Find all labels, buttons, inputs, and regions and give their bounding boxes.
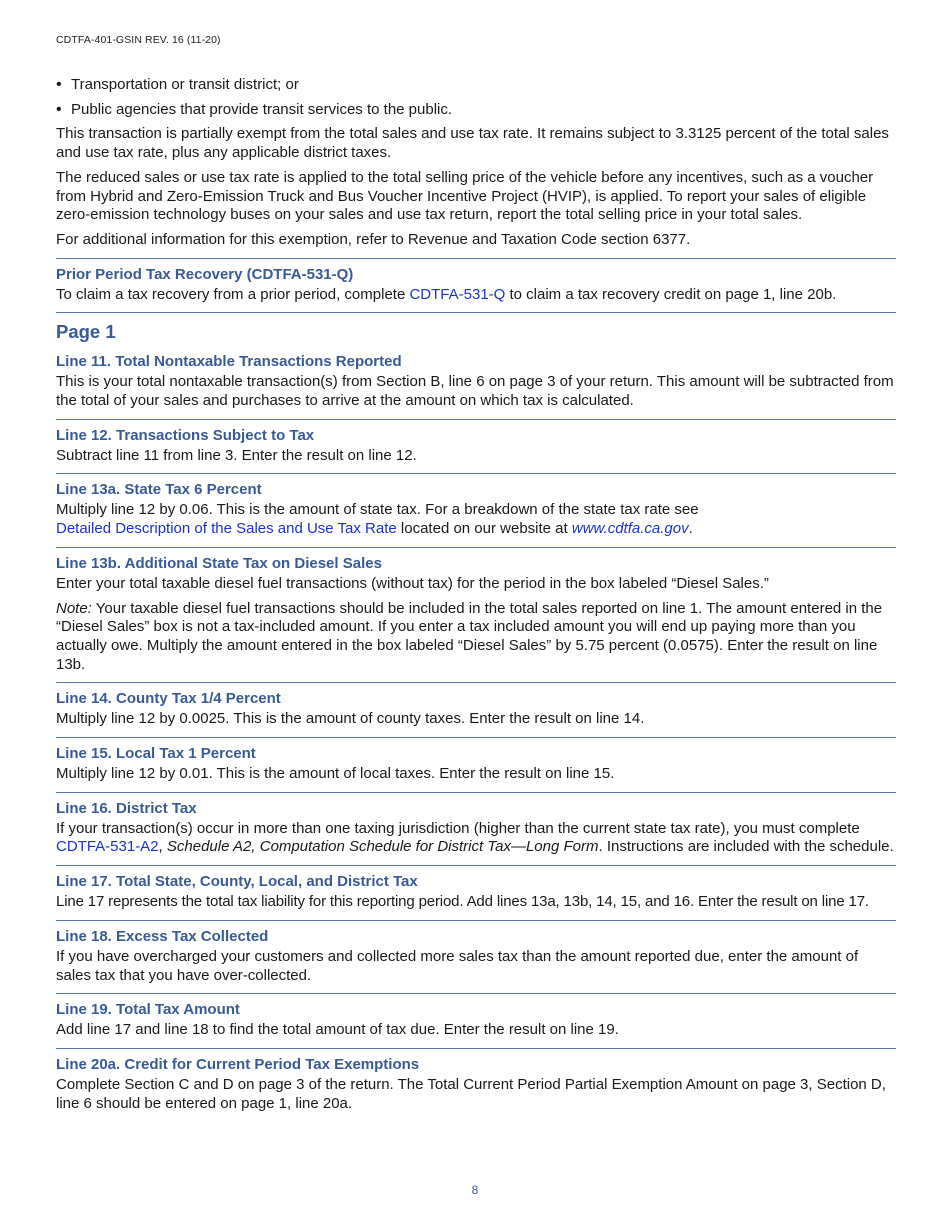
- bullet-item: [56, 76, 896, 95]
- section-divider: [56, 419, 896, 420]
- section-divider: [56, 993, 896, 994]
- sales-use-tax-rate-link[interactable]: Detailed Description of the Sales and Use Tax Rate: [56, 520, 397, 538]
- line-13b-text: Enter your total taxable diesel fuel transactions (without tax) for the period in the box labeled “Diesel Sales.”: [56, 574, 769, 592]
- section-divider: [56, 865, 896, 866]
- line-12-text: Subtract line 11 from line 3. Enter the result on line 12.: [56, 446, 417, 464]
- prior-period-text: To claim a tax recovery from a prior period, complete CDTFA-531-Q to claim a tax recovery credit on page 1, line 20b.: [56, 285, 837, 303]
- line-17-heading: Line 17. Total State, County, Local, and District Tax: [56, 873, 418, 891]
- line-20a-text: Complete Section C and D on page 3 of the return. The Total Current Period Partial Exemption Amount on page 3, Section D, line 6 should be entered on page 1, line 20a.: [56, 1075, 886, 1112]
- section-divider: [56, 920, 896, 921]
- intro-paragraph: For additional information for this exemption, refer to Revenue and Taxation Code section 6377.: [56, 230, 691, 248]
- line-15-heading: Line 15. Local Tax 1 Percent: [56, 745, 256, 763]
- line-11-text: This is your total nontaxable transaction(s) from Section B, line 6 on page 3 of your return. This amount will be subtracted from the total of your sales and purchases to arrive at the amount on which tax is calculated.: [56, 373, 894, 410]
- bullet-text: Transportation or transit district; or: [71, 76, 299, 93]
- section-divider: [56, 1048, 896, 1049]
- cdtfa-531-q-link[interactable]: CDTFA-531-Q: [409, 285, 506, 303]
- line-11-heading: Line 11. Total Nontaxable Transactions Reported: [56, 353, 402, 371]
- line-13a-text: Multiply line 12 by 0.06. This is the amount of state tax. For a breakdown of the state tax rate see Detailed Description of the Sales and Use Tax Rate located on our website at www.cdtfa.ca.gov.: [56, 501, 699, 538]
- section-divider: [56, 792, 896, 793]
- schedule-a2-title: Schedule A2, Computation Schedule for District Tax—Long Form: [166, 838, 599, 856]
- line-16-heading: Line 16. District Tax: [56, 799, 197, 817]
- section-divider: [56, 473, 896, 474]
- section-divider: [56, 737, 896, 738]
- note-label: Note:: [56, 599, 92, 617]
- prior-period-heading: Prior Period Tax Recovery (CDTFA-531-Q): [56, 265, 354, 283]
- intro-paragraph: The reduced sales or use tax rate is applied to the total selling price of the vehicle before any incentives, such as a voucher from Hybrid and Zero-Emission Truck and Bus Voucher Incentive Project (HVIP), is applied. To report your sales of eligible zero-emission technology buses on your sales and use tax return, report the total selling price in your total sales.: [56, 168, 874, 224]
- cdtfa-531-a2-link[interactable]: CDTFA-531-A2: [56, 838, 159, 856]
- document-body: [56, 76, 896, 1113]
- line-18-heading: Line 18. Excess Tax Collected: [56, 927, 269, 945]
- line-19-heading: Line 19. Total Tax Amount: [56, 1001, 240, 1019]
- line-13b-note: Note: Your taxable diesel fuel transactions should be included in the total sales reported on line 1. The amount entered in the “Diesel Sales” box is not a tax-included amount. If you enter a tax included amount you will end up paying more than you actually owe. Multiply the amount entered in the box labeled “Diesel Sales” by 5.75 percent (0.0575). Enter the result on line 13b.: [56, 599, 883, 673]
- page-1-heading: Page 1: [56, 321, 116, 343]
- section-divider: [56, 258, 896, 259]
- bullet-dot-icon: •: [56, 76, 62, 93]
- line-17-text: Line 17 represents the total tax liability for this reporting period. Add lines 13a, 13b, 14, 15, and 16. Enter the result on line 17.: [56, 893, 869, 911]
- bullet-dot-icon: •: [56, 100, 62, 118]
- line-16-text: If your transaction(s) occur in more than one taxing jurisdiction (higher than the current state tax rate), you must complete CDTFA-531-A2, Schedule A2, Computation Schedule for District Tax—Long Form. Instructions are included with the schedule.: [56, 819, 894, 856]
- bullet-item: [56, 101, 896, 120]
- line-13a-heading: Line 13a. State Tax 6 Percent: [56, 481, 262, 499]
- line-12-heading: Line 12. Transactions Subject to Tax: [56, 426, 315, 444]
- cdtfa-website-link[interactable]: www.cdtfa.ca.gov: [571, 520, 689, 538]
- line-14-text: Multiply line 12 by 0.0025. This is the amount of county taxes. Enter the result on line 14.: [56, 710, 645, 728]
- bullet-text: Public agencies that provide transit services to the public.: [71, 100, 453, 118]
- intro-paragraph: This transaction is partially exempt from the total sales and use tax rate. It remains subject to 3.3125 percent of the total sales and use tax rate, plus any applicable district taxes.: [56, 125, 889, 162]
- line-15-text: Multiply line 12 by 0.01. This is the amount of local taxes. Enter the result on line 15.: [56, 765, 615, 783]
- section-divider: [56, 547, 896, 548]
- section-divider: [56, 312, 896, 313]
- line-18-text: If you have overcharged your customers and collected more sales tax than the amount reported due, enter the amount of sales tax that you have over-collected.: [56, 947, 859, 984]
- section-divider: [56, 682, 896, 683]
- form-revision-header: CDTFA-401-GSIN REV. 16 (11-20): [56, 34, 221, 46]
- line-14-heading: Line 14. County Tax 1/4 Percent: [56, 690, 281, 708]
- line-20a-heading: Line 20a. Credit for Current Period Tax Exemptions: [56, 1055, 420, 1073]
- line-19-text: Add line 17 and line 18 to find the total amount of tax due. Enter the result on line 19.: [56, 1021, 619, 1039]
- page-number: 8: [471, 1183, 479, 1197]
- line-13b-heading: Line 13b. Additional State Tax on Diesel Sales: [56, 554, 382, 572]
